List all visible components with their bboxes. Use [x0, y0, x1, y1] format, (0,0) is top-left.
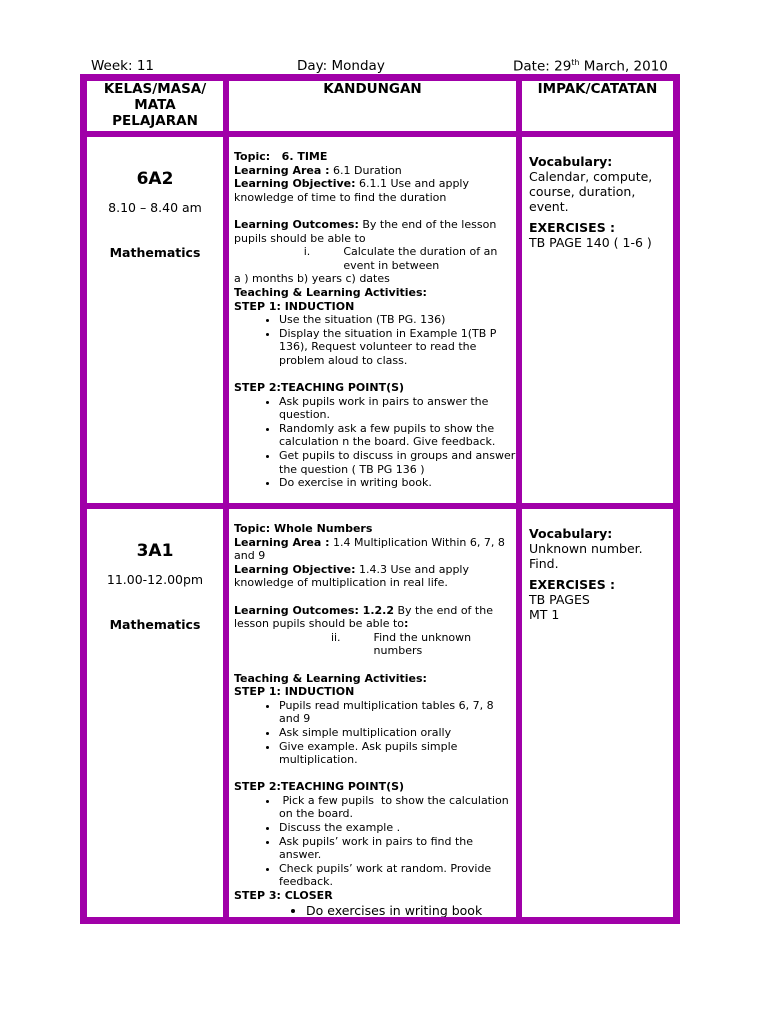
outcome-item — [234, 631, 516, 658]
lesson-plan-table — [80, 74, 680, 924]
vocabulary-text: Unknown number. Find. — [529, 541, 643, 571]
column-header-class-line1: KELAS/MASA/ — [103, 81, 207, 97]
class-time: 11.00-12.00pm — [106, 572, 204, 587]
class-code: 3A1 — [136, 541, 174, 561]
class-time: 8.10 – 8.40 am — [108, 200, 202, 215]
list-item: • Give example. Ask pupils simple multiplication. — [279, 740, 516, 767]
learning-area-value: 6.1 Duration — [329, 163, 402, 177]
list-item: • Display the situation in Example 1(TB P 136), Request volunteer to read the problem aloud to class. — [279, 327, 516, 368]
learning-outcomes-label: Learning Outcomes: 1.2.2 — [234, 603, 394, 617]
learning-objective-label: Learning Objective: — [234, 177, 356, 191]
list-item: • Pupils read multiplication tables 6, 7, 8 and 9 — [279, 699, 516, 726]
learning-outcomes-colon: : — [404, 617, 409, 631]
class-subject: Mathematics — [109, 617, 201, 632]
outcome-continuation: a ) months b) years c) dates — [234, 272, 390, 286]
step2-list — [234, 794, 516, 889]
exercises-label: EXERCISES : — [529, 220, 616, 235]
learning-outcomes-line — [234, 604, 516, 631]
week-label: Week: 11 — [91, 58, 155, 74]
vocabulary-label: Vocabulary: — [529, 154, 613, 169]
column-header-impact-label: IMPAK/CATATAN — [537, 81, 658, 97]
learning-area-label: Learning Area : — [234, 163, 330, 177]
list-item: • Do exercise in writing book. — [279, 476, 516, 490]
row1-class-cell — [87, 137, 223, 503]
step1-list — [234, 313, 516, 367]
exercises-text-line2: MT 1 — [529, 607, 560, 622]
list-item: • Ask pupils work in pairs to answer the question. — [279, 395, 516, 422]
list-item: • Do exercises in writing book — [306, 903, 516, 917]
date-prefix: Date: 29 — [513, 58, 572, 75]
topic-value: 6. TIME — [270, 150, 328, 163]
column-header-class-line2: MATA — [134, 97, 176, 113]
step2-list — [234, 395, 516, 490]
activities-heading: Teaching & Learning Activities: — [234, 285, 427, 299]
learning-area-label: Learning Area : — [234, 535, 330, 549]
class-code: 6A2 — [136, 169, 174, 189]
column-header-class-line3: PELAJARAN — [112, 113, 198, 129]
learning-outcomes-line — [234, 218, 516, 245]
step1-heading: STEP 1: INDUCTION — [234, 685, 355, 699]
learning-objective-value: 1.4.3 Use and apply knowledge of multiplication in real life. — [234, 562, 469, 590]
step2-heading: STEP 2:TEACHING POINT(S) — [234, 381, 405, 395]
step2-heading: STEP 2:TEACHING POINT(S) — [234, 780, 405, 794]
step3-heading: STEP 3: CLOSER — [234, 889, 333, 903]
activities-heading: Teaching & Learning Activities: — [234, 671, 427, 685]
outcome-item — [234, 245, 516, 272]
step3-list — [234, 903, 516, 917]
row2-class-cell — [87, 509, 223, 917]
step1-list — [234, 699, 516, 767]
topic-line — [234, 150, 516, 164]
learning-objective-line — [234, 563, 516, 590]
row2-impact-cell — [522, 509, 673, 917]
list-item: • Pick a few pupils to show the calculation on the board. — [279, 794, 516, 821]
date-superscript: th — [571, 58, 580, 67]
class-subject: Mathematics — [109, 245, 201, 260]
list-item: • Discuss the example . — [279, 821, 516, 835]
learning-outcomes-label: Learning Outcomes: — [234, 217, 359, 231]
topic-line: Topic: Whole Numbers — [234, 522, 373, 535]
row2-content-cell — [229, 509, 516, 917]
exercises-text: TB PAGE 140 ( 1-6 ) — [529, 235, 652, 250]
outcome-numeral: i. — [303, 245, 311, 259]
learning-area-value: 1.4 Multiplication Within 6, 7, 8 and 9 — [234, 535, 505, 563]
step1-heading: STEP 1: INDUCTION — [234, 299, 355, 313]
row1-impact-cell — [522, 137, 673, 503]
outcome-numeral: ii. — [330, 630, 341, 644]
column-header-impact — [522, 81, 673, 131]
learning-objective-value: 6.1.1 Use and apply knowledge of time to find the duration — [234, 177, 469, 204]
list-item: • Ask simple multiplication orally — [279, 726, 516, 740]
vocabulary-label: Vocabulary: — [529, 526, 613, 541]
column-header-content — [229, 81, 516, 131]
date-label — [513, 58, 668, 75]
outcome-text: Calculate the duration of an event in between — [343, 245, 498, 272]
list-item: • Get pupils to discuss in groups and answer the question ( TB PG 136 ) — [279, 449, 516, 476]
learning-area-line — [234, 536, 516, 563]
row1-content-cell — [229, 137, 516, 503]
learning-objective-label: Learning Objective: — [234, 562, 356, 576]
date-suffix: March, 2010 — [579, 58, 668, 75]
column-header-class — [87, 81, 223, 131]
learning-outcomes-value: By the end of the lesson pupils should be able to — [234, 217, 497, 245]
learning-outcomes-value: By the end of the lesson pupils should be able to — [234, 603, 493, 631]
outcome-text: Find the unknown numbers — [373, 630, 472, 658]
list-item: • Use the situation (TB PG. 136) — [279, 313, 516, 327]
learning-objective-line — [234, 177, 516, 204]
learning-area-line — [234, 164, 516, 178]
list-item: • Check pupils’ work at random. Provide feedback. — [279, 862, 516, 889]
list-item: • Ask pupils’ work in pairs to find the answer. — [279, 835, 516, 862]
exercises-text-line1: TB PAGES — [529, 592, 590, 607]
exercises-label: EXERCISES : — [529, 577, 616, 592]
list-item: • Randomly ask a few pupils to show the calculation n the board. Give feedback. — [279, 422, 516, 449]
topic-label: Topic: — [234, 150, 271, 163]
column-header-content-label: KANDUNGAN — [323, 81, 422, 97]
vocabulary-text: Calendar, compute, course, duration, event. — [529, 169, 653, 214]
day-label: Day: Monday — [297, 58, 385, 74]
